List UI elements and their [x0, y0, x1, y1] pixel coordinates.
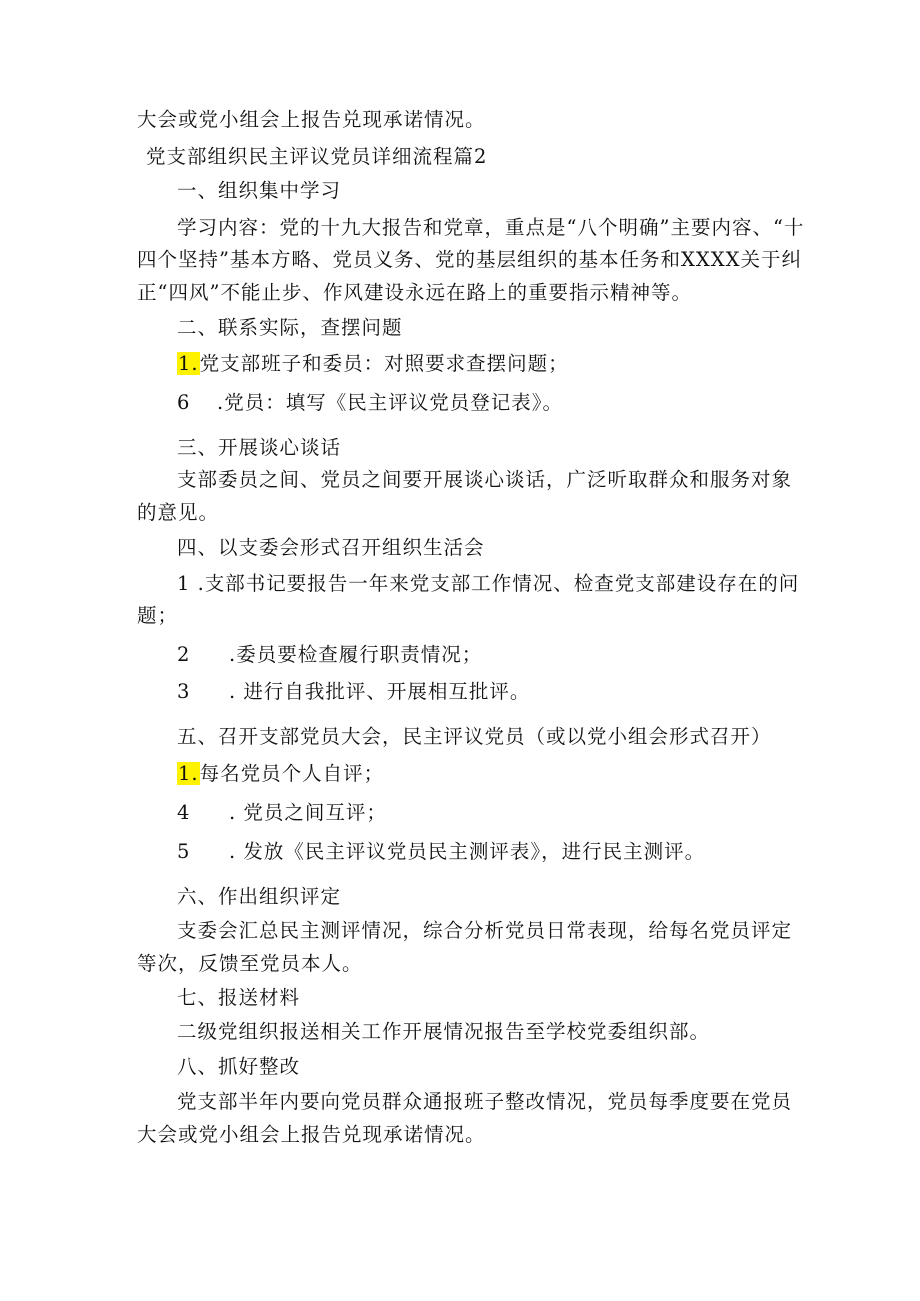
paragraph-line: 党支部半年内要向党员群众通报班子整改情况，党员每季度要在党员: [177, 1090, 793, 1113]
list-number: 2: [177, 643, 191, 666]
paragraph-line: 学习内容：党的十九大报告和党章，重点是“八个明确”主要内容、“十: [177, 216, 805, 239]
list-number: 3: [177, 680, 191, 703]
paragraph-line: 支部委员之间、党员之间要开展谈心谈话，广泛听取群众和服务对象: [177, 468, 793, 491]
heading-4: 四、以支委会形式召开组织生活会: [177, 536, 485, 559]
section-title: 党支部组织民主评议党员详细流程篇2: [146, 145, 488, 168]
list-item: [177, 679, 530, 705]
highlighted-number: 1.: [178, 762, 199, 785]
list-item: 1 .支部书记要报告一年来党支部工作情况、检查党支部建设存在的问: [177, 572, 800, 595]
list-item-text: 每名党员个人自评；: [199, 762, 385, 785]
list-item-text: .党员：填写《民主评议党员登记表》。: [217, 391, 563, 414]
heading-8: 八、抓好整改: [177, 1055, 301, 1078]
heading-5: 五、召开支部党员大会，民主评议党员（或以党小组会形式召开）: [177, 725, 772, 748]
heading-1: 一、组织集中学习: [177, 179, 342, 202]
list-number: 4: [177, 801, 191, 824]
heading-7: 七、报送材料: [177, 986, 301, 1009]
list-item: [177, 761, 384, 787]
list-number: 5: [177, 840, 191, 863]
paragraph-line: 大会或党小组会上报告兑现承诺情况。: [137, 1123, 486, 1146]
list-item: [177, 351, 569, 377]
list-item-text: 党支部班子和委员：对照要求查摆问题；: [199, 352, 569, 375]
list-number: 6: [177, 391, 191, 414]
paragraph-line: 等次，反馈至党员本人。: [137, 952, 363, 975]
paragraph-line: 四个坚持”基本方略、党员义务、党的基层组织的基本任务和XXXX关于纠: [137, 248, 802, 271]
list-item: [177, 390, 563, 416]
paragraph-line: 题；: [137, 604, 179, 627]
list-item-text: . 党员之间互评；: [229, 801, 387, 824]
heading-3: 三、开展谈心谈话: [177, 436, 342, 459]
heading-2: 二、联系实际，查摆问题: [177, 316, 403, 339]
paragraph-line: 支委会汇总民主测评情况，综合分析党员日常表现，给每名党员评定: [177, 919, 793, 942]
paragraph-line: 的意见。: [137, 501, 220, 524]
list-item: [177, 642, 482, 668]
highlighted-number: 1.: [178, 352, 199, 375]
paragraph-line: 正“四风”不能止步、作风建设永远在路上的重要指示精神等。: [137, 281, 692, 304]
list-item-text: . 进行自我批评、开展相互批评。: [229, 680, 531, 703]
heading-6: 六、作出组织评定: [177, 885, 342, 908]
paragraph-line: 大会或党小组会上报告兑现承诺情况。: [137, 108, 486, 131]
list-item-text: . 发放《民主评议党员民主测评表》，进行民主测评。: [229, 840, 706, 863]
list-item-text: .委员要检查履行职责情况；: [229, 643, 483, 666]
list-item: [177, 800, 387, 826]
paragraph-line: 二级党组织报送相关工作开展情况报告至学校党委组织部。: [177, 1020, 711, 1043]
list-item: [177, 839, 705, 865]
